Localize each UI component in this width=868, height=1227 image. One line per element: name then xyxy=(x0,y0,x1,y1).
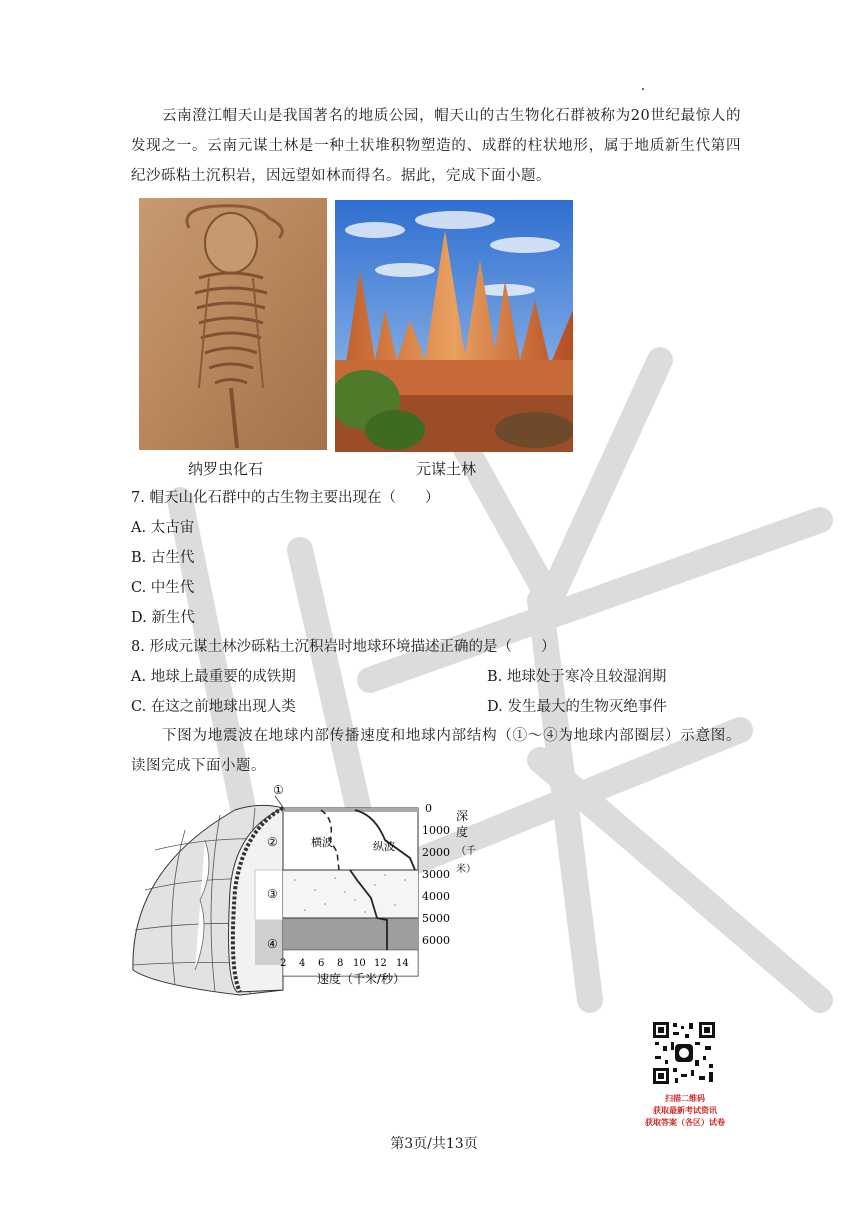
speed-tick-2: 2 xyxy=(280,958,287,969)
layer-label-2: ② xyxy=(267,835,278,849)
page-footer: 第3页/共13页 xyxy=(390,1136,478,1152)
qr-caption-2: 获取最新考试资讯 xyxy=(653,1106,717,1115)
q8-stem: 8. 形成元谋土林沙砾粘土沉积岩时地球环境描述正确的是（ ） xyxy=(131,639,556,655)
depth-axis-label-2: 度 xyxy=(456,825,469,839)
depth-tick-0: 0 xyxy=(425,802,432,815)
layer-label-3: ③ xyxy=(267,887,278,901)
speed-tick-12: 12 xyxy=(374,958,387,969)
layer-label-4: ④ xyxy=(267,937,278,951)
depth-axis-label-1: 深 xyxy=(456,809,469,823)
speed-axis-label: 速度（千米/秒） xyxy=(317,972,406,986)
qr-caption-1: 扫描二维码 xyxy=(665,1094,705,1103)
intro-paragraph: 云南澄江帽天山是我国著名的地质公园，帽天山的古生物化石群被称为20世纪最惊人的发现之一。云南元谋土林是一种土状堆积物塑造的、成群的柱状地形，属于地质新生代第四纪沙砾粘土沉积岩，因远望如林而得名。据此，完成下面小题。 xyxy=(131,108,741,184)
speed-tick-10: 10 xyxy=(353,958,366,969)
speed-tick-8: 8 xyxy=(337,958,344,969)
q7-option-d: D. 新生代 xyxy=(131,610,195,626)
q8-option-b: B. 地球处于寒冷且较湿润期 xyxy=(487,669,667,685)
seismic-wave-diagram xyxy=(125,780,485,1000)
stray-dot xyxy=(642,88,644,90)
fossil-caption: 纳罗虫化石 xyxy=(188,460,264,478)
q7-stem: 7. 帽天山化石群中的古生物主要出现在（ ） xyxy=(131,490,440,506)
depth-tick-1000: 1000 xyxy=(422,824,450,837)
speed-tick-6: 6 xyxy=(318,958,325,969)
q7-option-a: A. 太古宙 xyxy=(131,520,195,536)
depth-tick-6000: 6000 xyxy=(422,934,450,947)
figure-intro-paragraph: 下图为地震波在地球内部传播速度和地球内部结构（①～④为地球内部圈层）示意图。读图完成下面小题。 xyxy=(131,728,741,774)
depth-axis-label-4: 米） xyxy=(456,864,476,875)
depth-tick-5000: 5000 xyxy=(422,912,450,925)
qr-code[interactable] xyxy=(651,1020,717,1086)
trilobite-fossil-photo xyxy=(139,198,327,450)
depth-tick-4000: 4000 xyxy=(422,890,450,903)
forest-caption: 元谋土林 xyxy=(416,460,477,478)
depth-tick-3000: 3000 xyxy=(422,868,450,881)
p-wave-label: 纵波 xyxy=(373,840,395,853)
yuanmou-earth-forest-photo xyxy=(335,200,573,452)
q8-option-c: C. 在这之前地球出现人类 xyxy=(131,699,296,715)
layer-label-1: ① xyxy=(273,783,284,797)
q8-option-a: A. 地球上最重要的成铁期 xyxy=(131,669,296,685)
q8-option-d: D. 发生最大的生物灭绝事件 xyxy=(487,699,667,715)
q7-option-b: B. 古生代 xyxy=(131,550,195,566)
speed-tick-14: 14 xyxy=(396,958,409,969)
qr-caption-3: 获取答案（各区）试卷 xyxy=(645,1118,725,1127)
depth-tick-2000: 2000 xyxy=(422,846,450,859)
depth-axis-label-3: （千 xyxy=(456,846,476,857)
speed-tick-4: 4 xyxy=(299,958,306,969)
q7-option-c: C. 中生代 xyxy=(131,580,195,596)
s-wave-label: 横波 xyxy=(311,836,333,849)
